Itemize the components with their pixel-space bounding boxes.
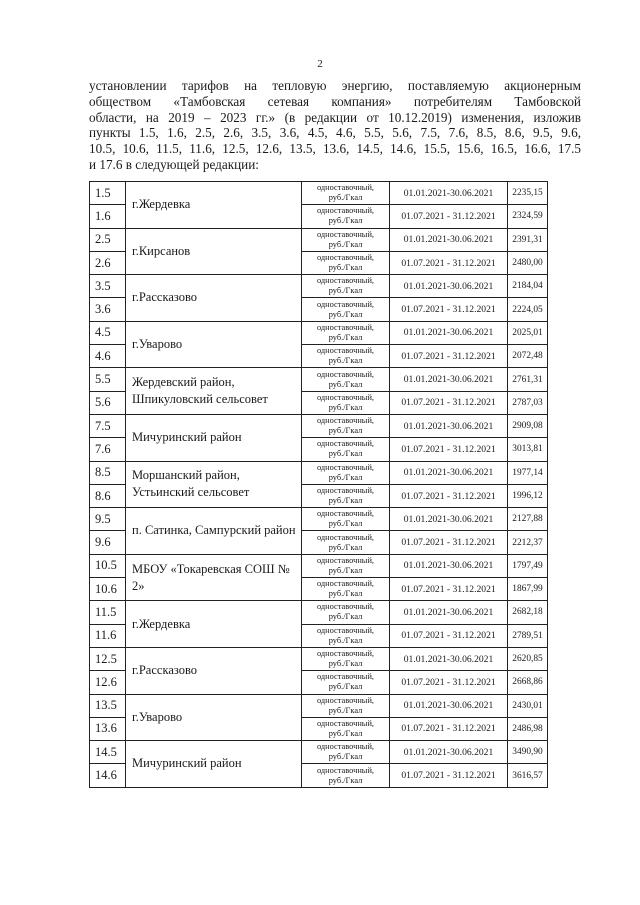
item-number-cell: 7.6	[90, 438, 126, 461]
table-row	[90, 601, 548, 624]
period-cell: 01.07.2021 - 31.12.2021	[390, 391, 508, 414]
tariff-unit-cell	[302, 484, 390, 507]
tariff-type-label: одноставочный,	[316, 416, 375, 426]
locality-cell: г.Рассказово	[126, 275, 302, 322]
table-row	[90, 182, 548, 205]
item-number-cell: 9.6	[90, 531, 126, 554]
tariff-unit-cell	[302, 345, 390, 368]
tariff-unit-cell	[302, 461, 390, 484]
table-row	[90, 228, 548, 251]
locality-cell: г.Уварово	[126, 321, 302, 368]
period-cell: 01.01.2021-30.06.2021	[390, 275, 508, 298]
tariff-type-label: одноставочный,	[316, 253, 375, 263]
price-cell: 3013,81	[508, 438, 548, 461]
price-cell: 2480,00	[508, 251, 548, 274]
table-row	[90, 508, 548, 531]
tariff-unit-label: руб./Гкал	[328, 472, 363, 482]
tariff-unit-label: руб./Гкал	[328, 565, 363, 575]
intro-line: 10.5, 10.6, 11.5, 11.6, 12.5, 12.6, 13.5, 13.6, 14.5, 14.6, 15.5, 15.6, 16.5, 16.6, 17.5	[89, 141, 581, 157]
tariff-unit-label: руб./Гкал	[328, 332, 363, 342]
price-cell: 2430,01	[508, 694, 548, 717]
page-number: 2	[317, 58, 323, 70]
tariff-type-label: одноставочный,	[316, 299, 375, 309]
tariff-unit-cell	[302, 298, 390, 321]
period-cell: 01.01.2021-30.06.2021	[390, 508, 508, 531]
price-cell: 2127,88	[508, 508, 548, 531]
price-cell: 2909,08	[508, 414, 548, 437]
locality-cell: Моршанский район, Устьинский сельсовет	[126, 461, 302, 508]
tariff-type-label: одноставочный,	[316, 602, 375, 612]
tariff-unit-label: руб./Гкал	[328, 356, 363, 366]
intro-paragraph	[89, 78, 581, 173]
tariff-type-label: одноставочный,	[316, 392, 375, 402]
tariff-unit-label: руб./Гкал	[328, 705, 363, 715]
price-cell: 2025,01	[508, 321, 548, 344]
tariff-type-label: одноставочный,	[316, 555, 375, 565]
tariff-unit-label: руб./Гкал	[328, 193, 363, 203]
period-cell: 01.07.2021 - 31.12.2021	[390, 578, 508, 601]
item-number-cell: 13.6	[90, 717, 126, 740]
locality-cell: г.Жердевка	[126, 182, 302, 229]
table-row	[90, 647, 548, 670]
tariff-type-label: одноставочный,	[316, 369, 375, 379]
period-cell: 01.01.2021-30.06.2021	[390, 554, 508, 577]
intro-line: установлении тарифов на тепловую энергию, поставляемую акционерным	[89, 78, 581, 93]
item-number-cell: 2.6	[90, 251, 126, 274]
tariff-unit-label: руб./Гкал	[328, 239, 363, 249]
tariff-unit-cell	[302, 368, 390, 391]
item-number-cell: 8.6	[90, 484, 126, 507]
intro-line: и 17.6 в следующей редакции:	[89, 156, 259, 172]
tariff-unit-cell	[302, 671, 390, 694]
period-cell: 01.01.2021-30.06.2021	[390, 182, 508, 205]
period-cell: 01.01.2021-30.06.2021	[390, 694, 508, 717]
price-cell: 1977,14	[508, 461, 548, 484]
period-cell: 01.01.2021-30.06.2021	[390, 368, 508, 391]
table-row	[90, 461, 548, 484]
period-cell: 01.07.2021 - 31.12.2021	[390, 205, 508, 228]
price-cell: 2668,86	[508, 671, 548, 694]
price-cell: 2761,31	[508, 368, 548, 391]
table-row	[90, 554, 548, 577]
price-cell: 1797,49	[508, 554, 548, 577]
tariff-unit-label: руб./Гкал	[328, 682, 363, 692]
item-number-cell: 13.5	[90, 694, 126, 717]
tariff-unit-label: руб./Гкал	[328, 263, 363, 273]
tariff-type-label: одноставочный,	[316, 718, 375, 728]
price-cell: 3490,90	[508, 741, 548, 764]
tariff-unit-cell	[302, 764, 390, 787]
tariff-type-label: одноставочный,	[316, 276, 375, 286]
period-cell: 01.01.2021-30.06.2021	[390, 601, 508, 624]
locality-cell: г.Рассказово	[126, 647, 302, 694]
price-cell: 2324,59	[508, 205, 548, 228]
item-number-cell: 4.6	[90, 345, 126, 368]
price-cell: 2789,51	[508, 624, 548, 647]
tariff-unit-label: руб./Гкал	[328, 309, 363, 319]
tariff-type-label: одноставочный,	[316, 183, 375, 193]
period-cell: 01.01.2021-30.06.2021	[390, 461, 508, 484]
tariff-unit-label: руб./Гкал	[328, 775, 363, 785]
tariff-unit-cell	[302, 647, 390, 670]
item-number-cell: 5.6	[90, 391, 126, 414]
tariff-unit-label: руб./Гкал	[328, 496, 363, 505]
tariff-unit-label: руб./Гкал	[328, 659, 363, 669]
tariff-type-label: одноставочный,	[316, 695, 375, 705]
tariff-unit-cell	[302, 182, 390, 205]
tariff-type-label: одноставочный,	[316, 346, 375, 356]
locality-cell: г.Уварово	[126, 694, 302, 741]
price-cell: 1867,99	[508, 578, 548, 601]
tariff-unit-label: руб./Гкал	[328, 589, 363, 599]
period-cell: 01.01.2021-30.06.2021	[390, 741, 508, 764]
item-number-cell: 11.6	[90, 624, 126, 647]
price-cell: 2072,48	[508, 345, 548, 368]
price-cell: 2486,98	[508, 717, 548, 740]
period-cell: 01.07.2021 - 31.12.2021	[390, 484, 508, 507]
tariff-type-label: одноставочный,	[316, 462, 375, 472]
tariff-unit-label: руб./Гкал	[328, 449, 363, 459]
tariff-type-label: одноставочный,	[316, 579, 375, 589]
tariff-type-label: одноставочный,	[316, 532, 375, 542]
locality-cell: Мичуринский район	[126, 414, 302, 461]
tariff-type-label: одноставочный,	[316, 322, 375, 332]
tariff-unit-cell	[302, 531, 390, 554]
table-row	[90, 368, 548, 391]
intro-line: области, на 2019 – 2023 гг.» (в редакции от 10.12.2019) изменения, изложив	[89, 109, 581, 125]
tariff-type-label: одноставочный,	[316, 439, 375, 449]
tariff-type-label: одноставочный,	[316, 486, 375, 495]
period-cell: 01.01.2021-30.06.2021	[390, 228, 508, 251]
item-number-cell: 2.5	[90, 228, 126, 251]
tariff-unit-cell	[302, 205, 390, 228]
tariff-unit-label: руб./Гкал	[328, 635, 363, 645]
tariff-unit-cell	[302, 251, 390, 274]
tariff-unit-cell	[302, 228, 390, 251]
period-cell: 01.07.2021 - 31.12.2021	[390, 764, 508, 787]
tariff-unit-label: руб./Гкал	[328, 426, 363, 436]
table-row	[90, 694, 548, 717]
tariff-unit-cell	[302, 554, 390, 577]
tariff-unit-cell	[302, 624, 390, 647]
tariff-type-label: одноставочный,	[316, 625, 375, 635]
tariff-unit-cell	[302, 414, 390, 437]
price-cell: 2224,05	[508, 298, 548, 321]
item-number-cell: 3.5	[90, 275, 126, 298]
locality-cell: г.Жердевка	[126, 601, 302, 648]
price-cell: 2620,85	[508, 647, 548, 670]
tariff-unit-label: руб./Гкал	[328, 519, 363, 529]
period-cell: 01.01.2021-30.06.2021	[390, 647, 508, 670]
locality-cell: г.Кирсанов	[126, 228, 302, 275]
item-number-cell: 8.5	[90, 461, 126, 484]
tariff-type-label: одноставочный,	[316, 649, 375, 659]
price-cell: 1996,12	[508, 484, 548, 507]
item-number-cell: 12.6	[90, 671, 126, 694]
table-row	[90, 321, 548, 344]
period-cell: 01.07.2021 - 31.12.2021	[390, 531, 508, 554]
item-number-cell: 1.6	[90, 205, 126, 228]
period-cell: 01.07.2021 - 31.12.2021	[390, 624, 508, 647]
tariff-unit-cell	[302, 391, 390, 414]
period-cell: 01.07.2021 - 31.12.2021	[390, 345, 508, 368]
price-cell: 2184,04	[508, 275, 548, 298]
item-number-cell: 10.5	[90, 554, 126, 577]
item-number-cell: 12.5	[90, 647, 126, 670]
tariff-unit-label: руб./Гкал	[328, 379, 363, 389]
item-number-cell: 3.6	[90, 298, 126, 321]
period-cell: 01.07.2021 - 31.12.2021	[390, 298, 508, 321]
period-cell: 01.01.2021-30.06.2021	[390, 414, 508, 437]
tariff-type-label: одноставочный,	[316, 742, 375, 752]
price-cell: 2787,03	[508, 391, 548, 414]
price-cell: 2682,18	[508, 601, 548, 624]
tariff-type-label: одноставочный,	[316, 672, 375, 682]
locality-cell: п. Сатинка, Сампурский район	[126, 508, 302, 555]
tariff-unit-label: руб./Гкал	[328, 402, 363, 412]
tariff-unit-label: руб./Гкал	[328, 728, 363, 738]
tariff-unit-label: руб./Гкал	[328, 752, 363, 762]
tariff-table	[89, 181, 548, 788]
tariff-unit-label: руб./Гкал	[328, 542, 363, 552]
tariff-unit-label: руб./Гкал	[328, 286, 363, 296]
period-cell: 01.07.2021 - 31.12.2021	[390, 671, 508, 694]
tariff-unit-cell	[302, 601, 390, 624]
intro-line: обществом «Тамбовская сетевая компания» потребителям Тамбовской	[89, 93, 581, 109]
tariff-type-label: одноставочный,	[316, 765, 375, 775]
period-cell: 01.07.2021 - 31.12.2021	[390, 438, 508, 461]
price-cell: 3616,57	[508, 764, 548, 787]
tariff-unit-cell	[302, 694, 390, 717]
intro-line: пункты 1.5, 1.6, 2.5, 2.6, 3.5, 3.6, 4.5, 4.6, 5.5, 5.6, 7.5, 7.6, 8.5, 8.6, 9.5, 9.6,	[89, 125, 581, 141]
item-number-cell: 1.5	[90, 182, 126, 205]
table-row	[90, 275, 548, 298]
locality-cell: Мичуринский район	[126, 741, 302, 788]
tariff-unit-cell	[302, 321, 390, 344]
tariff-unit-label: руб./Гкал	[328, 612, 363, 622]
item-number-cell: 10.6	[90, 578, 126, 601]
item-number-cell: 7.5	[90, 414, 126, 437]
item-number-cell: 14.5	[90, 741, 126, 764]
table-row	[90, 414, 548, 437]
tariff-unit-cell	[302, 275, 390, 298]
item-number-cell: 5.5	[90, 368, 126, 391]
item-number-cell: 14.6	[90, 764, 126, 787]
period-cell: 01.07.2021 - 31.12.2021	[390, 251, 508, 274]
price-cell: 2235,15	[508, 182, 548, 205]
item-number-cell: 11.5	[90, 601, 126, 624]
tariff-type-label: одноставочный,	[316, 229, 375, 239]
locality-cell: Жердевский район, Шпикуловский сельсовет	[126, 368, 302, 415]
period-cell: 01.07.2021 - 31.12.2021	[390, 717, 508, 740]
tariff-unit-cell	[302, 578, 390, 601]
item-number-cell: 4.5	[90, 321, 126, 344]
tariff-type-label: одноставочный,	[316, 206, 375, 216]
locality-cell: МБОУ «Токаревская СОШ № 2»	[126, 554, 302, 601]
period-cell: 01.01.2021-30.06.2021	[390, 321, 508, 344]
price-cell: 2212,37	[508, 531, 548, 554]
tariff-table-body	[90, 182, 548, 788]
tariff-type-label: одноставочный,	[316, 509, 375, 519]
tariff-unit-cell	[302, 508, 390, 531]
price-cell: 2391,31	[508, 228, 548, 251]
table-row	[90, 741, 548, 764]
tariff-unit-cell	[302, 438, 390, 461]
item-number-cell: 9.5	[90, 508, 126, 531]
tariff-unit-label: руб./Гкал	[328, 216, 363, 226]
tariff-unit-cell	[302, 741, 390, 764]
tariff-unit-cell	[302, 717, 390, 740]
